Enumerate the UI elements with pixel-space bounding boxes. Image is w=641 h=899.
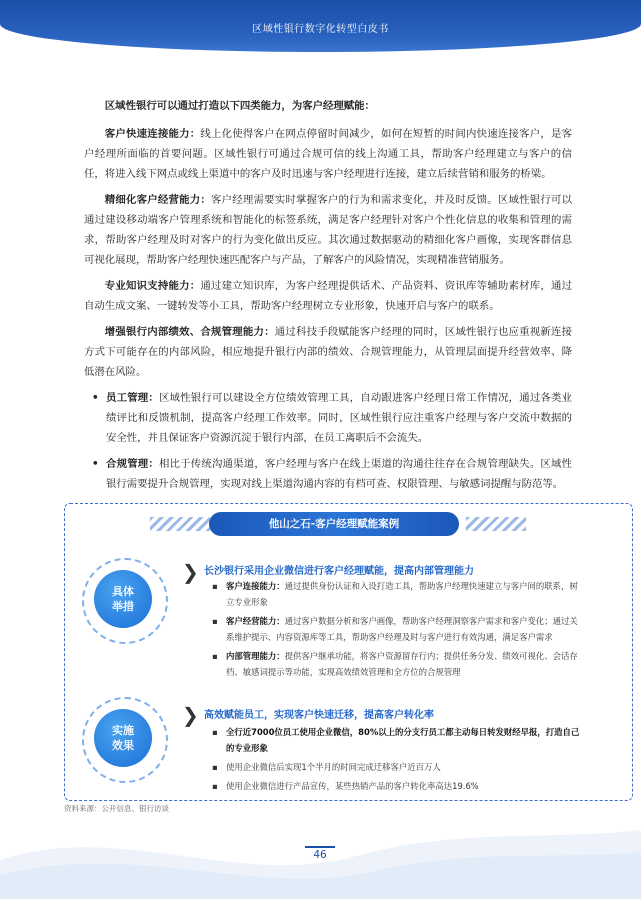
bullet-icon: ▪ (212, 651, 218, 661)
bullet-icon: • (92, 392, 99, 404)
page-number-rule (305, 846, 335, 848)
capability-paragraph (84, 276, 572, 316)
measures-title: 长沙银行采用企业微信进行客户经理赋能，提高内部管理能力 (204, 566, 474, 577)
page-number: 46 (313, 849, 327, 861)
capability-title: 客户快速连接能力： (104, 128, 201, 140)
capability-text: 客户经理需要实时掌握客户的行为和需求变化，并及时反馈。区域性银行可以通过建设移动端客户管理系统和智能化的标签系统，满足客户经理针对客户个性化信息的收集和管理的需求，帮助客户经理及时对客户的行为变化做出反应。其次通过数据驱动的精细化客户画像，实现客群信息可视化展现，帮助客户经理快速匹配客户与产品，了解客户的风险情况，实现精准营销服务。 (84, 194, 572, 266)
item-title: 内部管理能力： (226, 651, 285, 661)
bullet-icon: • (92, 458, 99, 470)
measures-label: 具体举措 (112, 585, 134, 613)
capability-title: 精细化客户经营能力： (104, 194, 212, 206)
list-item (84, 454, 572, 494)
item-title: 合规管理： (106, 458, 159, 470)
item-text: 全行近7000位员工使用企业微信，80%以上的分支行员工都主动每日转发财经早报，打造自己的专业形象 (226, 727, 580, 753)
capability-title: 增强银行内部绩效、合规管理能力： (104, 326, 275, 338)
bullet-icon: ▪ (212, 781, 218, 791)
measures-list (212, 578, 582, 683)
list-item (212, 724, 582, 756)
bullet-icon: ▪ (212, 727, 218, 737)
item-title: 员工管理： (106, 392, 159, 404)
results-badge (94, 709, 152, 767)
item-text: 通过客户数据分析和客户画像，帮助客户经理洞察客户需求和客户变化；通过关系维护提示、内容资源库等工具，帮助客户经理及时与客户进行有效沟通，满足客户需求 (226, 616, 578, 642)
item-text: 使用企业微信进行产品宣传，某些热销产品的客户转化率高达19.6% (226, 781, 479, 791)
source-note: 资料来源：公开信息、银行访谈 (64, 804, 169, 813)
item-text: 使用企业微信后实现1个半月的时间完成迁移客户近百万人 (226, 762, 441, 772)
list-item (212, 648, 582, 680)
item-text: 通过提供身份认证和入设打造工具，帮助客户经理快速建立与客户间的联系，树立专业形象 (226, 581, 578, 607)
results-title: 高效赋能员工，实现客户快速迁移，提高客户转化率 (204, 710, 434, 721)
capability-paragraph (84, 124, 572, 184)
capability-text: 通过科技手段赋能客户经理的同时，区域性银行也应重视新连接方式下可能存在的内部风险，相应地提升银行内部的绩效、合规管理能力，从管理层面提升经营效率、降低潜在风险。 (84, 326, 573, 378)
bullet-icon: ▪ (212, 762, 218, 772)
measures-badge (94, 570, 152, 628)
item-text: 区域性银行可以建设全方位绩效管理工具，自动跟进客户经理日常工作情况，通过各类业绩评比和反馈机制，提高客户经理工作效率。同时，区域性银行应注重客户经理与客户交流中数据的安全性，并且保证客户资源沉淀于银行内部，在员工离职后不会流失。 (106, 392, 573, 444)
intro-lead: 区域性银行可以通过打造以下四类能力，为客户经理赋能： (104, 100, 375, 112)
main-text (84, 96, 572, 500)
capability-text: 通过建立知识库，为客户经理提供话术、产品资料、资讯库等辅助素材库，通过自动生成文案、一键转发等小工具，帮助客户经理树立专业形象，快速开启与客户的联系。 (84, 280, 573, 312)
item-text: 相比于传统沟通渠道，客户经理与客户在线上渠道的沟通往往存在合规管理缺失。区域性银行需要提升合规管理，实现对线上渠道沟通内容的有档可查、权限管理、与敏感词提醒与防范等。 (106, 458, 573, 490)
bullet-icon: ▪ (212, 581, 218, 591)
chevron-right-icon: ❯ (182, 703, 199, 727)
management-list (84, 388, 572, 494)
page-header-band (0, 0, 641, 52)
item-text: 提供客户继承功能，将客户资源留存行内；提供任务分发、绩效可视化、会话存档、敏感词提示等功能，实现高效绩效管理和全方位的合规管理 (226, 651, 578, 677)
list-item (212, 778, 582, 794)
chevron-right-icon: ❯ (182, 560, 199, 584)
list-item (212, 613, 582, 645)
capability-paragraph (84, 322, 572, 382)
item-title: 客户经营能力： (226, 616, 285, 626)
bullet-icon: ▪ (212, 616, 218, 626)
case-banner: 他山之石-客户经理赋能案例 (209, 512, 459, 536)
decorative-stripe (150, 517, 210, 531)
list-item (212, 578, 582, 610)
list-item (212, 759, 582, 775)
list-item (84, 388, 572, 448)
capability-text: 线上化使得客户在网点停留时间减少，如何在短暂的时间内快速连接客户，是客户经理所面临的首要问题。区域性银行可通过合规可信的线上沟通工具，帮助客户经理建立与客户的信任，将进入线下网点或线上渠道中的客户及时迅速与客户经理进行连接，建立后续营销和服务的桥梁。 (84, 128, 573, 180)
capability-paragraph (84, 190, 572, 270)
capability-title: 专业知识支持能力： (104, 280, 201, 292)
item-title: 客户连接能力： (226, 581, 285, 591)
results-label: 实施效果 (112, 724, 134, 752)
document-title: 区域性银行数字化转型白皮书 (252, 24, 389, 35)
results-list (212, 724, 582, 797)
decorative-stripe (466, 517, 526, 531)
